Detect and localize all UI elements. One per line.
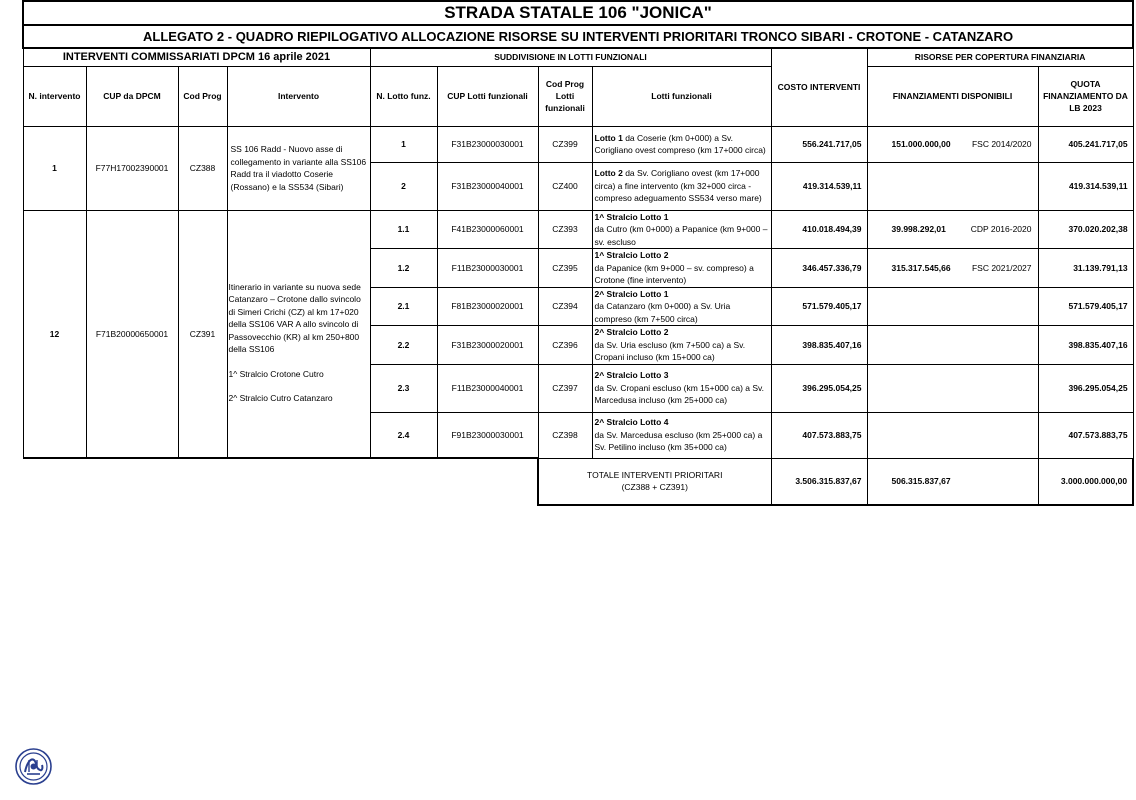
lotto-description: [592, 326, 771, 365]
intervento-number: 1: [23, 126, 86, 210]
lotto-text: da Cutro (km 0+000) a Papanice (km 9+000 – sv. escluso: [594, 224, 768, 247]
group-header-suddivisione: SUDDIVISIONE IN LOTTI FUNZIONALI: [370, 48, 771, 66]
lotto-finanziamento: [867, 162, 1038, 210]
intervento-text: Itinerario in variante su nuova sede Catanzaro – Crotone dallo svincolo di Simeri Crichi (CZ) al km 17+020 della SS106 VAR A allo svincolo di Passovecchio (KR) al km 250+800 della SS106: [228, 281, 361, 355]
lotto-costo: 410.018.494,39: [771, 210, 867, 249]
lotto-description: [592, 210, 771, 249]
lotto-cup: F31B23000030001: [437, 126, 538, 162]
lotto-number: 2.1: [370, 287, 437, 326]
lotto-text: da Sv. Marcedusa escluso (km 25+000 ca) a Sv. Petilino incluso (km 35+000 ca): [594, 429, 763, 453]
lotto-description: [592, 162, 771, 210]
lotto-quota: 419.314.539,11: [1038, 162, 1133, 210]
header-finanziamenti: FINANZIAMENTI DISPONIBILI: [867, 66, 1038, 126]
lotto-quota: 398.835.407,16: [1038, 326, 1133, 365]
finanziamento-fonte: FSC 2021/2027: [971, 262, 1032, 273]
lotto-description: [592, 249, 771, 288]
anas-logo-icon: [15, 748, 52, 785]
lotto-cod: CZ393: [538, 210, 592, 249]
group-header-risorse: RISORSE PER COPERTURA FINANZIARIA: [867, 48, 1133, 66]
header-cup-dpcm: CUP da DPCM: [86, 66, 178, 126]
intervento-cod: CZ391: [178, 210, 227, 458]
table-row: [23, 126, 1133, 162]
lotto-cup: F31B23000020001: [437, 326, 538, 365]
total-label-line1: TOTALE INTERVENTI PRIORITARI: [587, 469, 723, 480]
finanziamento-amount: 315.317.545,66: [891, 262, 951, 273]
lotto-title: Lotto 1: [594, 132, 623, 143]
page-title: STRADA STATALE 106 "JONICA": [23, 1, 1133, 25]
lotto-finanziamento: [867, 364, 1038, 412]
intervento-description: [227, 210, 370, 458]
lotto-cup: F41B23000060001: [437, 210, 538, 249]
lotto-number: 1.1: [370, 210, 437, 249]
header-intervento: Intervento: [227, 66, 370, 126]
lotto-quota: 396.295.054,25: [1038, 364, 1133, 412]
lotto-finanziamento: [867, 287, 1038, 326]
finanziamento-fonte: CDP 2016-2020: [970, 224, 1032, 234]
lotto-cup: F31B23000040001: [437, 162, 538, 210]
lotto-cod: CZ396: [538, 326, 592, 365]
lotto-text: da Sv. Corigliano ovest (km 17+000 circa) a fine intervento (km 32+000 circa - compreso adeguamento SS534 verso mare): [594, 168, 762, 204]
lotto-title: 2^ Stralcio Lotto 1: [594, 288, 669, 299]
lotto-text: da Coserie (km 0+000) a Sv. Corigliano ovest compreso (km 17+000 circa): [594, 132, 766, 155]
lotto-costo: 571.579.405,17: [771, 287, 867, 326]
lotto-number: 1.2: [370, 249, 437, 288]
stralcio-2-label: 2^ Stralcio Cutro Catanzaro: [228, 393, 333, 404]
lotto-cod: CZ395: [538, 249, 592, 288]
lotto-description: [592, 287, 771, 326]
lotto-costo: 556.241.717,05: [771, 126, 867, 162]
lotto-text: da Sv. Uria escluso (km 7+500 ca) a Sv. Cropani incluso (km 15+000 ca): [594, 339, 746, 362]
lotto-number: 1: [370, 126, 437, 162]
lotto-text: da Sv. Cropani escluso (km 15+000 ca) a Sv. Marcedusa incluso (km 25+000 ca): [594, 382, 765, 406]
lotto-text: da Catanzaro (km 0+000) a Sv. Uria compreso (km 7+500 circa): [594, 301, 731, 324]
lotto-quota: 571.579.405,17: [1038, 287, 1133, 326]
finanziamento-fonte: FSC 2014/2020: [971, 138, 1032, 149]
lotto-cod: CZ398: [538, 412, 592, 458]
lotto-cod: CZ394: [538, 287, 592, 326]
lotto-title: 2^ Stralcio Lotto 4: [594, 417, 669, 428]
lotto-quota: 405.241.717,05: [1038, 126, 1133, 162]
page-subtitle: ALLEGATO 2 - QUADRO RIEPILOGATIVO ALLOCAZIONE RISORSE SU INTERVENTI PRIORITARI TRONCO SIBARI - CROTONE - CATANZARO: [23, 25, 1133, 48]
header-quota: QUOTA FINANZIAMENTO DA LB 2023: [1038, 66, 1133, 126]
lotto-title: 1^ Stralcio Lotto 2: [594, 250, 669, 260]
intervento-cod: CZ388: [178, 126, 227, 210]
lotto-costo: 398.835.407,16: [771, 326, 867, 365]
stralcio-1-label: 1^ Stralcio Crotone Cutro: [228, 368, 324, 379]
summary-table: [22, 0, 1134, 506]
lotto-cup: F11B23000030001: [437, 249, 538, 288]
group-header-commissariati: INTERVENTI COMMISSARIATI DPCM 16 aprile 2021: [23, 48, 370, 66]
lotto-cod: CZ400: [538, 162, 592, 210]
lotto-text: da Papanice (km 9+000 – sv. compreso) a Crotone (fine intervento): [594, 262, 754, 285]
lotto-number: 2: [370, 162, 437, 210]
lotto-quota: 407.573.883,75: [1038, 412, 1133, 458]
lotto-cup: F91B23000030001: [437, 412, 538, 458]
lotto-costo: 407.573.883,75: [771, 412, 867, 458]
document-page: [22, 0, 1132, 506]
lotto-cod: CZ399: [538, 126, 592, 162]
header-n-lotto: N. Lotto funz.: [370, 66, 437, 126]
header-n-intervento: N. intervento: [23, 66, 86, 126]
intervento-description: SS 106 Radd - Nuovo asse di collegamento in variante alla SS106 Radd tra il viadotto Coserie (Rossano) e la SS534 (Sibari): [227, 126, 370, 210]
total-row: [23, 458, 1133, 505]
header-cup-lotti: CUP Lotti funzionali: [437, 66, 538, 126]
lotto-finanziamento: [867, 412, 1038, 458]
total-costo: 3.506.315.837,67: [771, 458, 867, 505]
lotto-title: Lotto 2: [594, 168, 623, 179]
lotto-title: 2^ Stralcio Lotto 2: [594, 327, 669, 337]
lotto-finanziamento: [867, 326, 1038, 365]
lotto-quota: 31.139.791,13: [1038, 249, 1133, 288]
finanziamento-amount: 151.000.000,00: [891, 138, 951, 149]
intervento-cup: F71B20000650001: [86, 210, 178, 458]
lotto-finanziamento: [867, 210, 1038, 249]
lotto-costo: 396.295.054,25: [771, 364, 867, 412]
lotto-cup: F81B23000020001: [437, 287, 538, 326]
lotto-title: 2^ Stralcio Lotto 3: [594, 370, 669, 381]
lotto-costo: 346.457.336,79: [771, 249, 867, 288]
lotto-number: 2.4: [370, 412, 437, 458]
header-lotti: Lotti funzionali: [592, 66, 771, 126]
intervento-number: 12: [23, 210, 86, 458]
lotto-title: 1^ Stralcio Lotto 1: [594, 211, 669, 222]
header-costo: COSTO INTERVENTI: [771, 48, 867, 126]
finanziamento-amount: 39.998.292,01: [891, 224, 946, 234]
lotto-costo: 419.314.539,11: [771, 162, 867, 210]
lotto-cod: CZ397: [538, 364, 592, 412]
total-label-line2: (CZ388 + CZ391): [621, 482, 688, 493]
lotto-finanziamento: [867, 249, 1038, 288]
lotto-description: [592, 412, 771, 458]
intervento-cup: F77H17002390001: [86, 126, 178, 210]
lotto-finanziamento: [867, 126, 1038, 162]
total-quota: 3.000.000.000,00: [1038, 458, 1133, 505]
header-cod-prog: Cod Prog: [178, 66, 227, 126]
total-label: [538, 458, 771, 505]
header-cod-prog-lotti: Cod Prog Lotti funzionali: [538, 66, 592, 126]
table-row: [23, 210, 1133, 249]
lotto-description: [592, 364, 771, 412]
lotto-description: [592, 126, 771, 162]
lotto-cup: F11B23000040001: [437, 364, 538, 412]
lotto-number: 2.3: [370, 364, 437, 412]
lotto-number: 2.2: [370, 326, 437, 365]
total-finanziamenti: 506.315.837,67: [867, 458, 1038, 505]
lotto-quota: 370.020.202,38: [1038, 210, 1133, 249]
